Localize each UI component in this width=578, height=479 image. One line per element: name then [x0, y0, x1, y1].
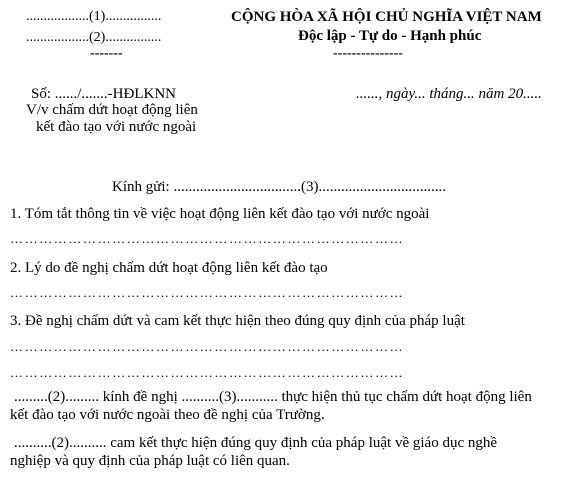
- section-2-dots-1: ………………………………………………………………………: [10, 285, 405, 300]
- section-1-heading: 1. Tóm tắt thông tin về việc hoạt động liên kết đào tạo với nước ngoài: [10, 206, 430, 222]
- section-3-dots-2: ………………………………………………………………………: [10, 365, 405, 380]
- section-3-dots-1: ………………………………………………………………………: [10, 339, 405, 354]
- org-line-1: ..................(1)................: [26, 9, 162, 24]
- paragraph-1-line-1: .........(2)......... kính đề nghị ..........(3)........... thực hiện thủ tục chấm dứt hoạt động liên: [14, 389, 532, 405]
- section-1-dots-1: ………………………………………………………………………: [10, 231, 405, 246]
- subject-line-2: kết đào tạo với nước ngoài: [36, 119, 197, 135]
- paragraph-2-line-2: nghiệp và quy định của pháp luật có liên quan.: [10, 453, 290, 469]
- national-title: CỘNG HÒA XÃ HỘI CHỦ NGHĨA VIỆT NAM: [231, 9, 542, 25]
- section-2-heading: 2. Lý do đề nghị chấm dứt hoạt động liên kết đào tạo: [10, 260, 328, 276]
- org-line-2: ..................(2)................: [26, 30, 162, 45]
- section-3-heading: 3. Đề nghị chấm dứt và cam kết thực hiện theo đúng quy định của pháp luật: [10, 313, 465, 329]
- org-separator: -------: [90, 46, 123, 61]
- document-number: Số: ....../.......-HĐLKNN: [31, 86, 176, 102]
- national-motto: Độc lập - Tự do - Hạnh phúc: [298, 28, 482, 44]
- motto-separator: ---------------: [333, 46, 403, 61]
- paragraph-2-line-1: ..........(2).......... cam kết thực hiện đúng quy định của pháp luật về giáo dục nghề: [14, 435, 498, 451]
- subject-line-1: V/v chấm dứt hoạt động liên: [26, 102, 198, 118]
- paragraph-1-line-2: kết đào tạo với nước ngoài theo đề nghị của Trường.: [10, 407, 325, 423]
- document-date: ......, ngày... tháng... năm 20.....: [356, 86, 542, 102]
- recipient: Kính gửi: ..................................(3)..................................: [112, 179, 446, 195]
